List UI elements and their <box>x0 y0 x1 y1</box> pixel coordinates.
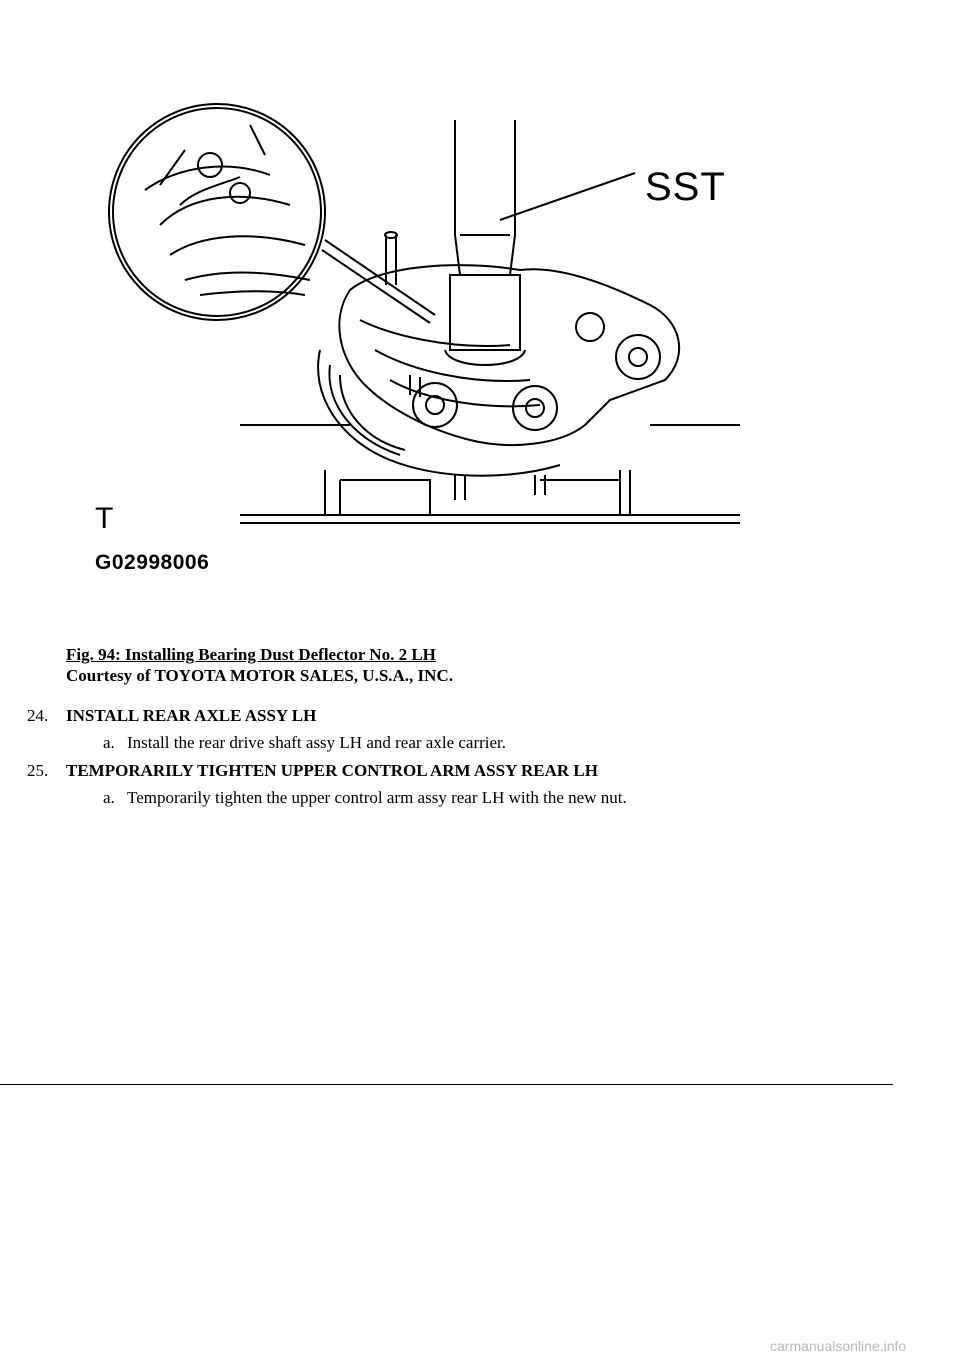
page-divider <box>0 1084 893 1085</box>
substep-text: Install the rear drive shaft assy LH and rear axle carrier. <box>127 733 507 752</box>
step-25 <box>27 761 907 784</box>
substep-text: Temporarily tighten the upper control arm assy rear LH with the new nut. <box>127 788 627 807</box>
axle-carrier-drawing <box>90 95 740 595</box>
step-number: 25. <box>27 761 49 780</box>
step-number: 24. <box>27 706 49 725</box>
step-24 <box>27 706 907 729</box>
procedure-steps <box>27 706 907 812</box>
figure-courtesy: Courtesy of TOYOTA MOTOR SALES, U.S.A., INC. <box>66 666 453 685</box>
figure-title-link[interactable]: Fig. 94: Installing Bearing Dust Deflector No. 2 LH <box>66 645 436 664</box>
corner-mark: T <box>95 502 114 535</box>
figure-caption <box>66 644 453 686</box>
step-heading: INSTALL REAR AXLE ASSY LH <box>66 706 317 725</box>
substep-letter: a. <box>103 788 115 807</box>
substep <box>27 784 907 812</box>
substep <box>27 729 907 757</box>
figure-code: G02998006 <box>95 551 210 574</box>
sst-callout: SST <box>645 165 726 209</box>
step-heading: TEMPORARILY TIGHTEN UPPER CONTROL ARM ASSY REAR LH <box>66 761 598 780</box>
site-watermark: carmanualsonline.info <box>770 1338 907 1354</box>
substep-letter: a. <box>103 733 115 752</box>
